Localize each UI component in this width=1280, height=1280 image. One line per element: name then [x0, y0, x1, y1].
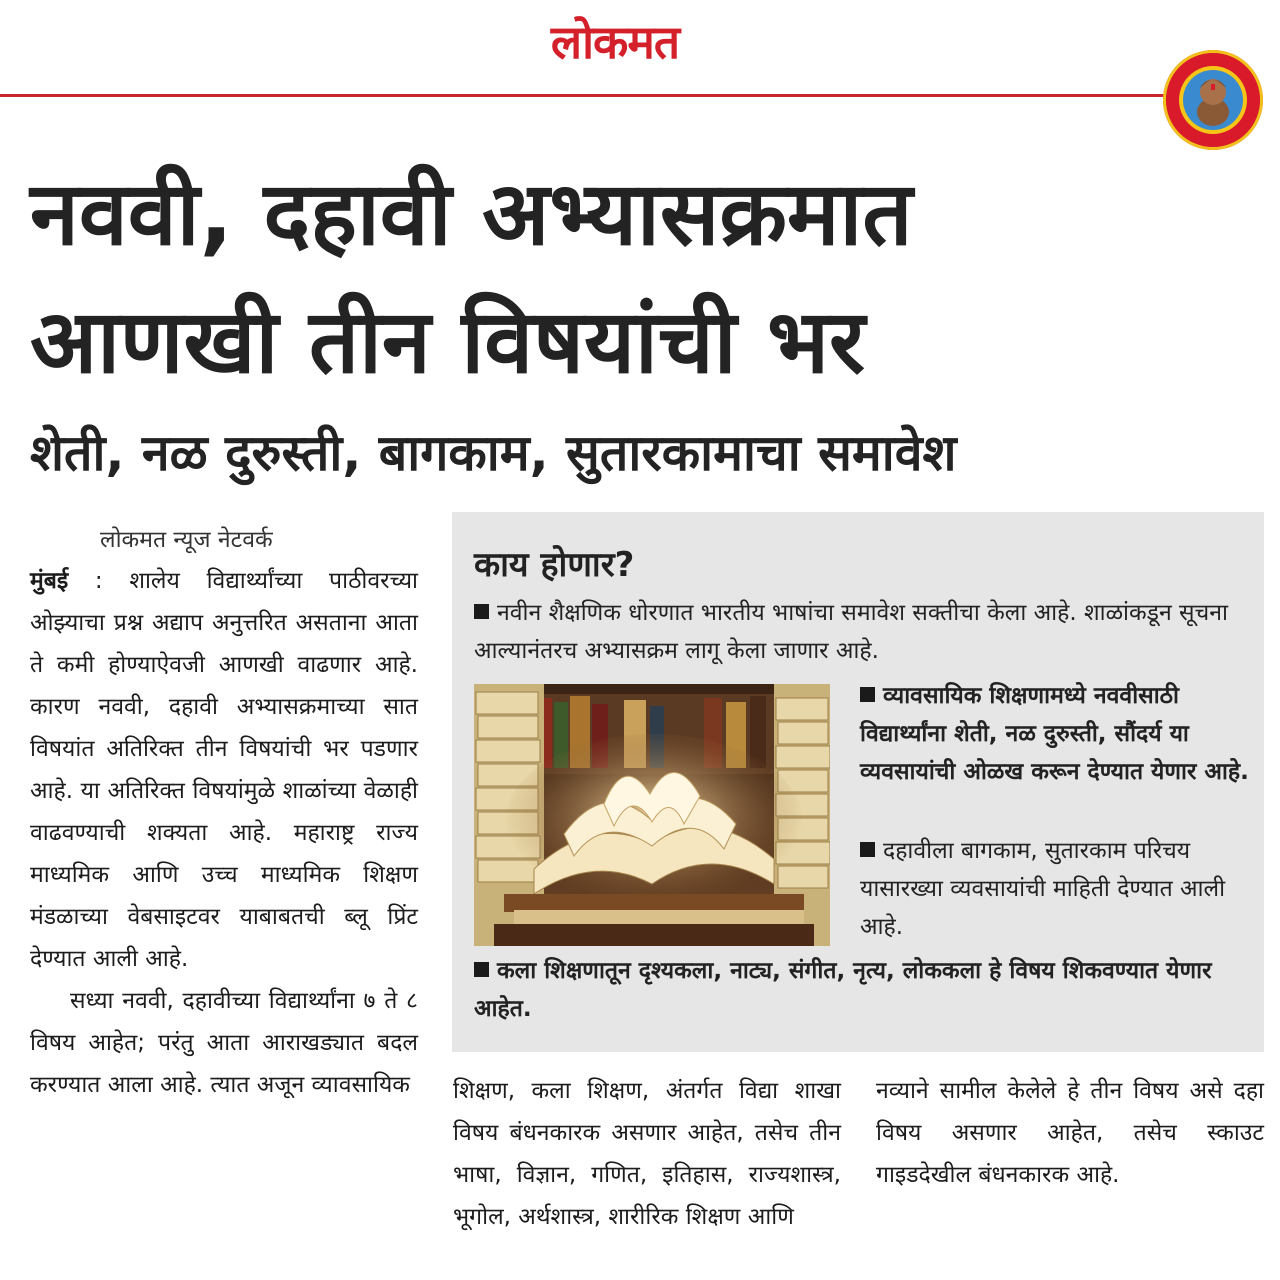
- paragraph-1-text: : शालेय विद्यार्थ्यांच्या पाठीवरच्या ओझ्याचा प्रश्न अद्याप अनुत्तरित असताना आता ते कमी होण्याऐवजी आणखी वाढणार आहे. कारण नववी, दहावी अभ्यासक्रमाच्या सात विषयांत अतिरिक्त तीन विषयांची भर पडणार आहे. या अतिरिक्त विषयांमुळे शाळांच्या वेळाही वाढवण्याची शक्यता आहे. महाराष्ट्र राज्य माध्यमिक आणि उच्च माध्यमिक शिक्षण मंडळाच्या वेबसाइटवर याबाबतची ब्लू प्रिंट देण्यात आली आहे.: [30, 568, 418, 972]
- sidebar-item-1: [474, 594, 1254, 670]
- byline: लोकमत न्यूज नेटवर्क: [100, 527, 273, 553]
- bullet-square-icon: [474, 604, 489, 619]
- article-column-3: [876, 1070, 1264, 1196]
- open-books-photo: [474, 684, 830, 946]
- article-paragraph-1: [30, 560, 418, 980]
- books-illustration: [474, 684, 830, 946]
- sidebar-item-4: [474, 952, 1254, 1028]
- bullet-square-icon: [860, 687, 875, 702]
- article-column-2: [453, 1070, 841, 1238]
- article-column-1: [30, 560, 418, 1106]
- article-paragraph-2: सध्या नववी, दहावीच्या विद्यार्थ्यांना ७ ते ८ विषय आहेत; परंतु आता आराखड्यात बदल करण्यात आला आहे. त्यात अजून व्यावसायिक: [30, 988, 418, 1098]
- sidebar-box: [452, 512, 1264, 1052]
- sidebar-item-2: [860, 677, 1252, 791]
- portrait-seal-icon: [1163, 50, 1263, 150]
- masthead: [0, 0, 1280, 96]
- article-paragraph-4: नव्याने सामील केलेले हे तीन विषय असे दहा विषय असणार आहेत, तसेच स्काउट गाइडदेखील बंधनकारक आहे.: [876, 1078, 1264, 1188]
- sidebar-title: काय होणार?: [474, 545, 635, 585]
- sidebar-item-3-text: दहावीला बागकाम, सुतारकाम परिचय यासारख्या व्यवसायांची माहिती देण्यात आली आहे.: [860, 838, 1226, 940]
- sidebar-item-3: [860, 832, 1252, 946]
- sidebar-item-4-text: कला शिक्षणातून दृश्यकला, नाट्य, संगीत, नृत्य, लोककला हे विषय शिकवण्यात येणार आहेत.: [474, 958, 1212, 1022]
- headline-line-2: आणखी तीन विषयांची भर: [30, 290, 865, 393]
- lokmat-logo: लोकमत: [550, 15, 680, 69]
- bullet-square-icon: [860, 842, 875, 857]
- headline-line-1: नववी, दहावी अभ्यासक्रमात: [30, 162, 913, 265]
- subheadline: शेती, नळ दुरुस्ती, बागकाम, सुतारकामाचा समावेश: [30, 424, 957, 482]
- dateline: मुंबई: [30, 568, 69, 594]
- sidebar-item-2-text: व्यावसायिक शिक्षणामध्ये नववीसाठी विद्यार्थ्यांना शेती, नळ दुरुस्ती, सौंदर्य या व्यवसायांची ओळख करून देण्यात येणार आहे.: [860, 683, 1249, 785]
- seal-graphic: [1163, 50, 1263, 150]
- masthead-rule: [0, 94, 1170, 97]
- headline: [30, 150, 1250, 406]
- bullet-square-icon: [474, 962, 489, 977]
- article-paragraph-3: शिक्षण, कला शिक्षण, अंतर्गत विद्या शाखा विषय बंधनकारक असणार आहेत, तसेच तीन भाषा, विज्ञान, गणित, इतिहास, राज्यशास्त्र, भूगोल, अर्थशास्त्र, शारीरिक शिक्षण आणि: [453, 1078, 841, 1230]
- sidebar-item-1-text: नवीन शैक्षणिक धोरणात भारतीय भाषांचा समावेश सक्तीचा केला आहे. शाळांकडून सूचना आल्यानंतरच अभ्यासक्रम लागू केला जाणार आहे.: [474, 600, 1228, 664]
